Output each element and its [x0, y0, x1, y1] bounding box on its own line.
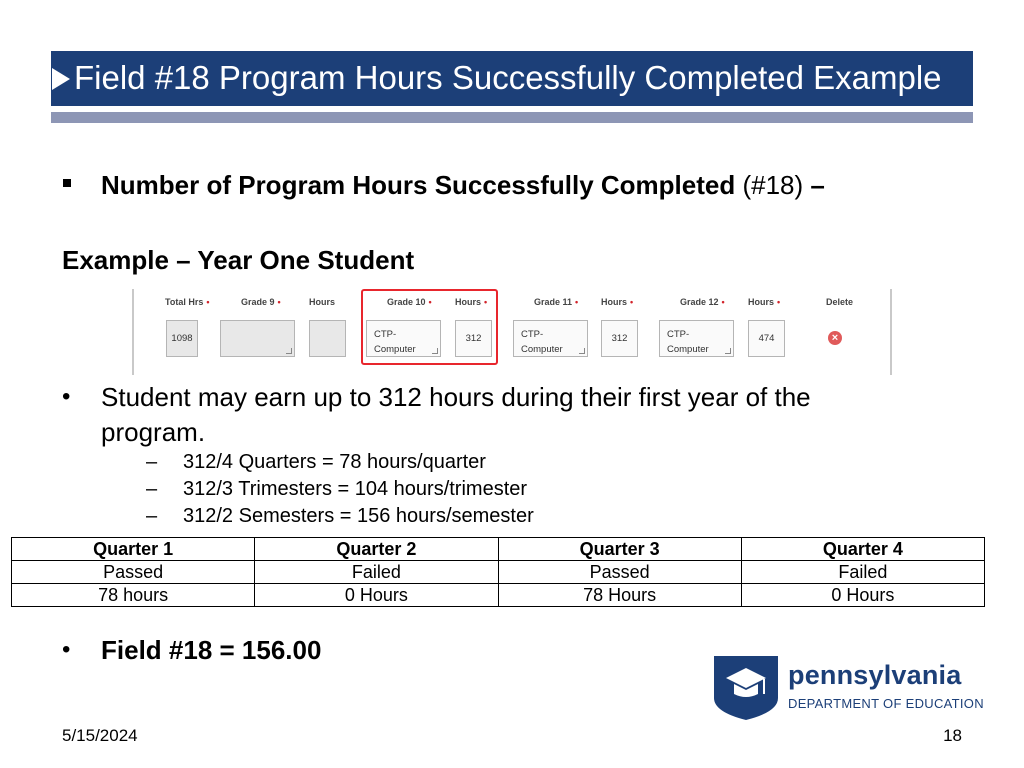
form-header-grade9: Grade 9 •	[241, 297, 281, 307]
hours12-field[interactable]: 474	[748, 320, 785, 357]
bullet-text-line2: program.	[101, 417, 206, 447]
table-cell: 0 Hours	[741, 584, 984, 607]
form-header-total-hrs: Total Hrs •	[165, 297, 210, 307]
heading-dash: –	[810, 170, 825, 200]
square-bullet-icon	[63, 179, 71, 187]
form-header-hours9: Hours	[309, 297, 336, 307]
section-heading	[101, 168, 825, 202]
slide-title: Field #18 Program Hours Successfully Completed Example	[74, 59, 942, 96]
field-result: Field #18 = 156.00	[101, 635, 322, 665]
footer-date: 5/15/2024	[62, 726, 138, 745]
heading-field-number: (#18)	[735, 170, 811, 200]
grade9-field[interactable]	[220, 320, 295, 357]
table-header: Quarter 4	[741, 538, 984, 561]
form-header-grade12: Grade 12 •	[680, 297, 725, 307]
table-cell: Passed	[498, 561, 741, 584]
form-header-delete: Delete	[826, 297, 854, 307]
table-cell: Failed	[741, 561, 984, 584]
table-row	[12, 584, 985, 607]
table-header: Quarter 2	[255, 538, 498, 561]
remove-circle-icon[interactable]: ×	[828, 331, 842, 345]
form-screenshot	[132, 289, 892, 375]
table-cell: 0 Hours	[255, 584, 498, 607]
bullet-dot: •	[62, 383, 71, 410]
sub-dash: –	[146, 451, 158, 473]
table-header: Quarter 3	[498, 538, 741, 561]
table-cell: Passed	[12, 561, 255, 584]
grade10-highlight-box	[361, 289, 498, 365]
table-header-row	[12, 538, 985, 561]
grade12-field[interactable]: CTP- Computer	[659, 320, 734, 357]
hours11-field[interactable]: 312	[601, 320, 638, 357]
table-row	[12, 561, 985, 584]
hours9-field[interactable]	[309, 320, 346, 357]
form-header-hours11: Hours •	[601, 297, 634, 307]
sub-bullet-semesters: 312/2 Semesters = 156 hours/semester	[183, 505, 534, 527]
form-header-hours10: Hours •	[455, 297, 488, 307]
sub-bullet-trimesters: 312/3 Trimesters = 104 hours/trimester	[183, 478, 528, 500]
logo-wordmark: pennsylvania	[788, 660, 962, 690]
form-header-grade10: Grade 10 •	[387, 297, 432, 307]
grade10-field[interactable]: CTP- Computer	[366, 320, 441, 357]
hours10-field[interactable]: 312	[455, 320, 492, 357]
grade11-field[interactable]: CTP- Computer	[513, 320, 588, 357]
table-header: Quarter 1	[12, 538, 255, 561]
form-header-grade11: Grade 11 •	[534, 297, 579, 307]
form-right-edge	[890, 289, 892, 375]
heading-bold-text: Number of Program Hours Successfully Completed	[101, 170, 736, 200]
form-left-edge	[132, 289, 134, 375]
table-cell: 78 hours	[12, 584, 255, 607]
total-hrs-field[interactable]: 1098	[166, 320, 198, 357]
page-number: 18	[943, 726, 962, 745]
table-cell: Failed	[255, 561, 498, 584]
bullet-dot: •	[62, 636, 71, 663]
quarters-table	[11, 537, 985, 607]
example-heading: Example – Year One Student	[62, 245, 415, 275]
bullet-text-line1: Student may earn up to 312 hours during their first year of the	[101, 382, 811, 412]
table-cell: 78 Hours	[498, 584, 741, 607]
title-underline-bar	[51, 112, 973, 123]
logo-subtitle: DEPARTMENT OF EDUCATION	[788, 696, 984, 711]
sub-dash: –	[146, 505, 158, 527]
sub-bullet-quarters: 312/4 Quarters = 78 hours/quarter	[183, 451, 486, 473]
title-arrow-icon	[52, 68, 70, 90]
sub-dash: –	[146, 478, 158, 500]
form-header-hours12: Hours •	[748, 297, 781, 307]
